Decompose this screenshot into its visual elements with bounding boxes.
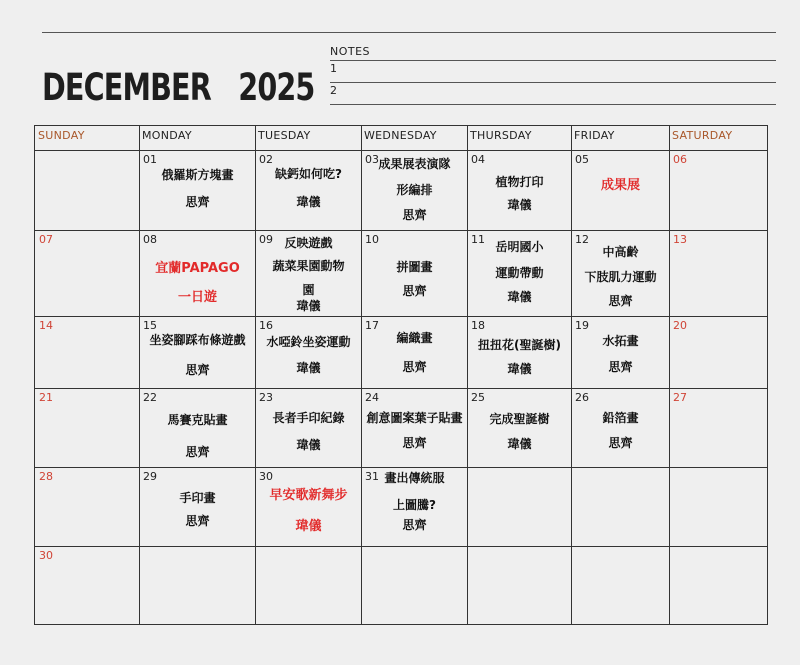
event-text: 運動帶動 [495,266,544,280]
day-number: 21 [39,391,53,404]
day-cell[interactable] [670,151,768,230]
notes-section [330,44,776,105]
event-text: 扭扭花(聖誕樹) [478,338,561,352]
event-text: 缺鈣如何吃? [275,167,342,181]
event-text: 瑋儀 [507,362,532,376]
day-number: 27 [673,391,687,404]
day-number: 23 [259,391,273,404]
day-cell[interactable] [572,389,669,467]
day-number: 20 [673,319,687,332]
event-text: 思齊 [185,514,210,528]
event-text: 思齊 [185,445,210,459]
notes-line-1: 1 [330,60,776,82]
day-cell[interactable] [670,389,768,467]
day-number: 12 [575,233,589,246]
day-number: 16 [259,319,273,332]
day-cell[interactable] [362,231,467,316]
day-number: 02 [259,153,273,166]
day-cell[interactable] [256,151,361,230]
day-cell[interactable] [140,468,255,546]
event-text: 一日遊 [177,290,217,305]
event-text: 俄羅斯方塊畫 [161,168,234,182]
day-number: 24 [365,391,379,404]
day-cell[interactable] [256,231,361,316]
event-text: 瑋儀 [296,299,321,313]
event-text: 植物打印 [495,175,544,189]
weekday-header-sunday: SUNDAY [38,129,85,142]
event-text: 反映遊戲 [284,236,333,250]
event-text: 鉛箔畫 [602,411,639,425]
calendar-grid [34,125,768,625]
event-text: 畫出傳統服 [384,471,445,485]
event-text: 蔬菜果園動物 [272,259,345,273]
day-number: 19 [575,319,589,332]
event-text: 思齊 [608,294,633,308]
day-number: 06 [673,153,687,166]
day-number: 29 [143,470,157,483]
day-cell[interactable] [36,389,139,467]
day-number: 13 [673,233,687,246]
title-year: 2025 [238,66,315,109]
day-cell[interactable] [36,231,139,316]
day-cell[interactable] [362,468,467,546]
event-text: 園 [302,283,315,297]
event-text: 瑋儀 [507,437,532,451]
event-text: 思齊 [608,360,633,374]
event-text: 下肢肌力運動 [584,270,657,284]
day-cell[interactable] [468,231,571,316]
day-number: 28 [39,470,53,483]
day-number: 04 [471,153,485,166]
event-text: 坐姿腳踩布條遊戲 [149,333,246,347]
event-text: 形編排 [396,183,433,197]
day-number: 01 [143,153,157,166]
top-rule [42,32,776,33]
day-cell[interactable] [36,317,139,388]
event-text: 思齊 [402,436,427,450]
event-text: 瑋儀 [507,198,532,212]
event-text: 思齊 [402,518,427,532]
day-cell[interactable] [670,231,768,316]
weekday-header-tuesday: TUESDAY [258,129,311,142]
page-title [42,66,314,109]
day-number: 10 [365,233,379,246]
day-cell[interactable] [468,317,571,388]
event-text: 創意圖案葉子貼畫 [366,411,463,425]
event-text: 岳明國小 [495,240,544,254]
event-text: 瑋儀 [296,438,321,452]
day-number: 14 [39,319,53,332]
day-cell[interactable] [140,389,255,467]
day-number: 26 [575,391,589,404]
day-cell[interactable] [468,151,571,230]
notes-label: NOTES [330,45,371,58]
day-number: 03 [365,153,379,166]
event-text: 思齊 [608,436,633,450]
day-number: 30 [259,470,273,483]
weekday-header-monday: MONDAY [142,129,192,142]
event-text: 完成聖誕樹 [489,412,550,426]
day-number: 22 [143,391,157,404]
event-text: 上圖騰? [393,498,436,512]
event-text: 成果展表演隊 [378,157,451,171]
day-number: 07 [39,233,53,246]
day-number: 15 [143,319,157,332]
event-text: 思齊 [402,360,427,374]
day-cell[interactable] [362,317,467,388]
event-text: 瑋儀 [295,519,322,534]
weekday-header-wednesday: WEDNESDAY [364,129,437,142]
grid-row-divider [35,546,767,547]
day-number: 05 [575,153,589,166]
day-number: 08 [143,233,157,246]
event-text: 早安歌新舞步 [269,488,348,503]
weekday-header-thursday: THURSDAY [470,129,532,142]
event-text: 水拓畫 [602,334,639,348]
event-text: 水啞鈴坐姿運動 [266,335,351,349]
event-text: 思齊 [402,284,427,298]
event-text: 思齊 [185,195,210,209]
day-cell[interactable] [572,231,669,316]
day-number: 31 [365,470,379,483]
event-text: 瑋儀 [296,195,321,209]
day-cell[interactable] [256,317,361,388]
day-number: 30 [39,549,53,562]
event-text: 編織畫 [396,331,433,345]
title-month: DECEMBER [42,66,211,109]
event-text: 瑋儀 [296,361,321,375]
day-number: 25 [471,391,485,404]
event-text: 馬賽克貼畫 [167,413,228,427]
event-text: 瑋儀 [507,290,532,304]
weekday-header-friday: FRIDAY [574,129,615,142]
day-cell[interactable] [256,389,361,467]
event-text: 思齊 [185,363,210,377]
day-number: 09 [259,233,273,246]
day-cell[interactable] [468,389,571,467]
event-text: 宜蘭PAPAGO [155,261,240,276]
day-cell[interactable] [256,468,361,546]
day-cell[interactable] [362,389,467,467]
event-text: 思齊 [402,208,427,222]
event-text: 中高齡 [602,245,639,259]
day-cell[interactable] [140,231,255,316]
event-text: 拼圖畫 [396,260,433,274]
day-number: 11 [471,233,485,246]
day-cell[interactable] [140,151,255,230]
notes-end-rule [330,104,776,105]
day-cell[interactable] [36,468,139,546]
day-cell[interactable] [140,317,255,388]
notes-line-2: 2 [330,82,776,104]
day-cell[interactable] [362,151,467,230]
day-cell[interactable] [572,317,669,388]
weekday-header-saturday: SATURDAY [672,129,733,142]
event-text: 手印畫 [179,491,216,505]
event-text: 長者手印紀錄 [272,411,345,425]
day-cell[interactable] [572,151,669,230]
day-cell[interactable] [36,547,139,625]
day-number: 18 [471,319,485,332]
event-text: 成果展 [600,178,640,193]
day-cell[interactable] [670,317,768,388]
day-number: 17 [365,319,379,332]
